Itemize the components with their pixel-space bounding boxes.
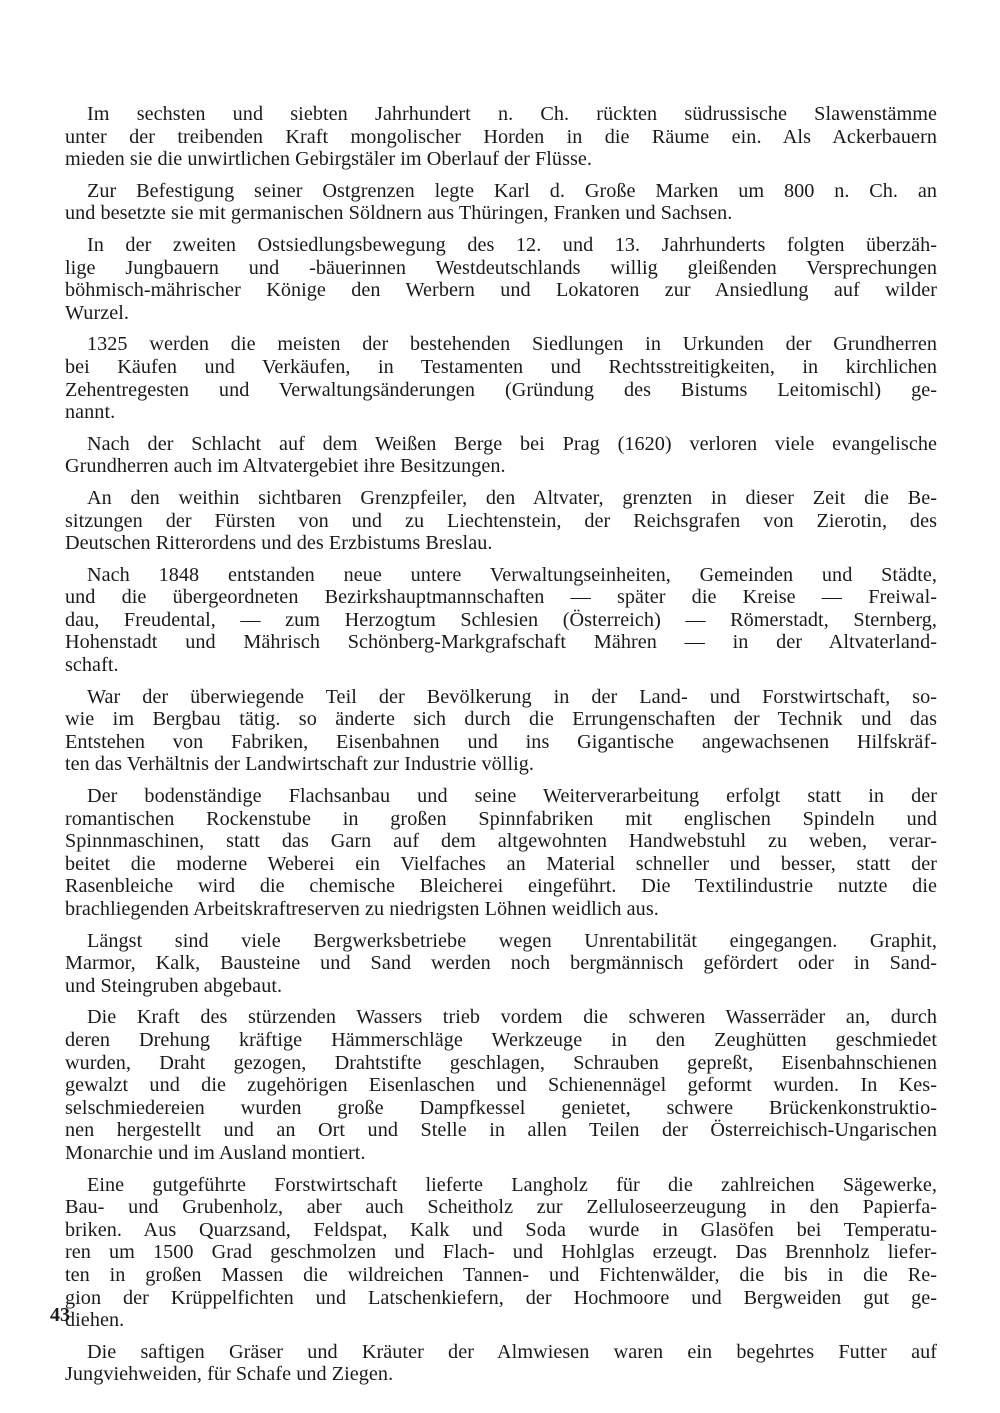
document-body [65,103,937,1395]
text-line: nen hergestellt und an Ort und Stelle in allen Teilen der Österreichisch-Ungarischen [65,1119,937,1142]
text-line: diehen. [65,1309,125,1332]
text-line: Deutschen Ritterordens und des Erzbistums Breslau. [65,532,493,555]
text-line: Der bodenständige Flachsanbau und seine Weiterverarbeitung erfolgt statt in der [87,785,937,808]
text-line: romantischen Rockenstube in großen Spinnfabriken mit englischen Spindeln und [65,807,937,830]
text-line: Nach 1848 entstanden neue untere Verwaltungseinheiten, Gemeinden und Städte, [87,563,937,586]
text-line: deren Drehung kräftige Hämmerschläge Werkzeuge in den Zeughütten geschmiedet [65,1028,937,1051]
text-line: Die Kraft des stürzenden Wassers trieb vordem die schweren Wasserräder an, durch [87,1006,937,1029]
text-line: dau, Freudental, — zum Herzogtum Schlesien (Österreich) — Römerstadt, Sternberg, [65,608,937,631]
text-line: und die übergeordneten Bezirkshauptmannschaften — später die Kreise — Freiwal- [65,586,937,609]
text-line: wurden, Draht gezogen, Drahtstifte geschlagen, Schrauben gepreßt, Eisenbahnschienen [65,1051,937,1074]
text-line: 1325 werden die meisten der bestehenden Siedlungen in Urkunden der Grundherren [87,333,937,356]
text-line: Wurzel. [65,301,129,324]
text-line: mieden sie die unwirtlichen Gebirgstäler im Oberlauf der Flüsse. [65,148,592,171]
paragraph [65,487,937,555]
paragraph [65,1341,937,1386]
text-line: wie im Bergbau tätig. so änderte sich durch die Errungenschaften der Technik und das [65,708,937,731]
text-line: und Steingruben abgebaut. [65,974,283,997]
paragraph [65,433,937,478]
text-line: War der überwiegende Teil der Bevölkerung in der Land- und Forstwirtschaft, so- [87,685,937,708]
paragraph [65,333,937,423]
page-number: 43 [50,1304,70,1326]
text-line: briken. Aus Quarzsand, Feldspat, Kalk und Soda wurde in Glasöfen bei Temperatu- [65,1218,937,1241]
text-line: unter der treibenden Kraft mongolischer Horden in die Räume ein. Als Ackerbauern [65,125,937,148]
text-line: gewalzt und die zugehörigen Eisenlaschen und Schienennägel geformt wurden. In Kes- [65,1074,937,1097]
text-line: Längst sind viele Bergwerksbetriebe wegen Unrentabilität eingegangen. Graphit, [87,929,937,952]
paragraph [65,564,937,677]
text-line: Monarchie und im Ausland montiert. [65,1141,366,1164]
text-line: Die saftigen Gräser und Kräuter der Almwiesen waren ein begehrtes Futter auf [87,1340,937,1363]
text-line: selschmiedereien wurden große Dampfkessel genietet, schwere Brückenkonstruktio- [65,1096,937,1119]
paragraph [65,686,937,776]
text-line: Eine gutgeführte Forstwirtschaft lieferte Langholz für die zahlreichen Sägewerke, [87,1173,937,1196]
text-line: und besetzte sie mit germanischen Söldnern aus Thüringen, Franken und Sachsen. [65,202,733,225]
text-line: Im sechsten und siebten Jahrhundert n. Ch. rückten südrussische Slawenstämme [87,103,937,125]
text-line: Hohenstadt und Mährisch Schönberg-Markgrafschaft Mähren — in der Altvaterland- [65,631,937,654]
text-line: Grundherren auch im Altvatergebiet ihre Besitzungen. [65,455,506,478]
text-line: Bau- und Grubenholz, aber auch Scheitholz zur Zelluloseerzeugung in den Papierfa- [65,1196,937,1219]
text-line: brachliegenden Arbeitskraftreserven zu niedrigsten Löhnen weidlich aus. [65,898,659,920]
text-line: ten in großen Massen die wildreichen Tannen- und Fichtenwälder, die bis in die Re- [65,1263,937,1286]
paragraph [65,785,937,921]
text-line: böhmisch-mährischer Könige den Werbern und Lokatoren zur Ansiedlung auf wilder [65,279,937,302]
paragraph [65,103,937,171]
text-line: An den weithin sichtbaren Grenzpfeiler, den Altvater, grenzten in dieser Zeit die Be- [87,486,937,509]
text-line: Rasenbleiche wird die chemische Bleicherei eingeführt. Die Textilindustrie nutzte die [65,875,937,898]
paragraph [65,930,937,998]
text-line: bei Käufen und Verkäufen, in Testamenten und Rechtsstreitigkeiten, in kirchlichen [65,355,937,378]
text-line: ten das Verhältnis der Landwirtschaft zur Industrie völlig. [65,753,535,776]
text-line: Zur Befestigung seiner Ostgrenzen legte Karl d. Große Marken um 800 n. Ch. an [87,179,937,202]
text-line: gion der Krüppelfichten und Latschenkiefern, der Hochmoore und Bergweiden gut ge- [65,1286,937,1309]
paragraph [65,234,937,324]
text-line: nannt. [65,401,116,424]
text-line: Jungviehweiden, für Schafe und Ziegen. [65,1363,394,1386]
paragraph [65,180,937,225]
paragraph [65,1006,937,1164]
text-line: Marmor, Kalk, Bausteine und Sand werden noch bergmännisch gefördert oder in Sand- [65,952,937,975]
paragraph [65,1174,937,1332]
text-line: In der zweiten Ostsiedlungsbewegung des 12. und 13. Jahrhunderts folgten überzäh- [87,233,937,256]
text-line: ren um 1500 Grad geschmolzen und Flach- und Hohlglas erzeugt. Das Brennholz liefer- [65,1241,937,1264]
text-line: beitet die moderne Weberei ein Vielfaches an Material schneller und besser, statt der [65,852,937,875]
text-line: sitzungen der Fürsten von und zu Liechtenstein, der Reichsgrafen von Zierotin, des [65,509,937,532]
text-line: Entstehen von Fabriken, Eisenbahnen und ins Gigantische angewachsenen Hilfskräf- [65,730,937,753]
text-line: lige Jungbauern und -bäuerinnen Westdeutschlands willig gleißenden Versprechungen [65,256,937,279]
text-line: Nach der Schlacht auf dem Weißen Berge bei Prag (1620) verloren viele evangelische [87,432,937,455]
text-line: Spinnmaschinen, statt das Garn auf dem altgewohnten Handwebstuhl zu weben, verar- [65,830,937,853]
text-line: Zehentregesten und Verwaltungsänderungen (Gründung des Bistums Leitomischl) ge- [65,378,937,401]
text-line: schaft. [65,654,119,677]
